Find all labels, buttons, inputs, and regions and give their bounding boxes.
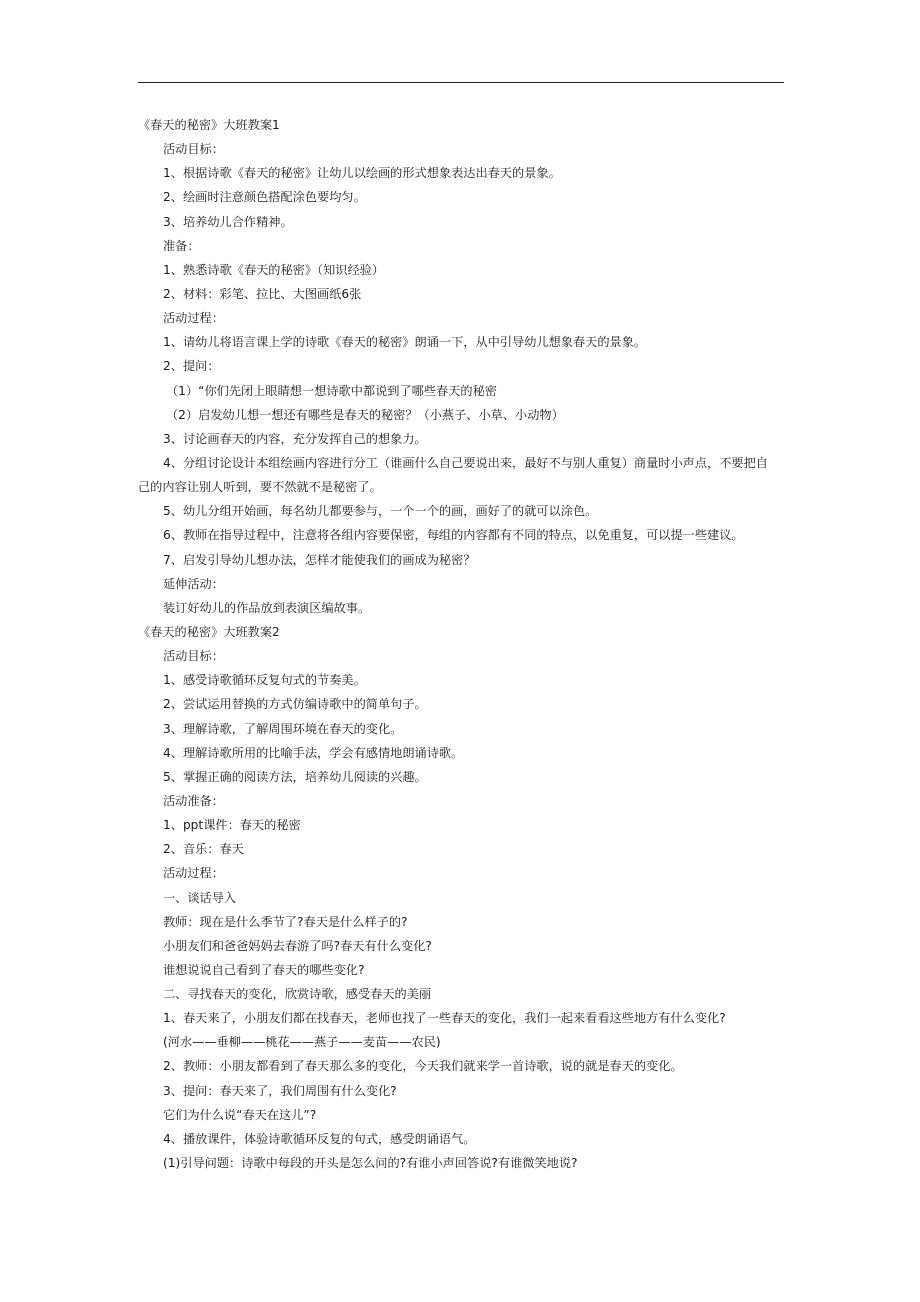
paragraph: 小朋友们和爸爸妈妈去春游了吗?春天有什么变化? [163, 938, 432, 953]
paragraph: 5、幼儿分组开始画，每名幼儿都要参与，一个一个的画，画好了的就可以涂色。 [163, 504, 598, 519]
paragraph: 一、谈话导入 [163, 890, 237, 905]
paragraph: 6、教师在指导过程中，注意将各组内容要保密，每组的内容都有不同的特点，以免重复，可以提一些建议。 [163, 528, 744, 543]
paragraph: 教师：现在是什么季节了?春天是什么样子的? [163, 914, 408, 929]
paragraph: 2、提问： [163, 359, 220, 374]
paragraph: 2、教师：小朋友都看到了春天那么多的变化，今天我们就来学一首诗歌，说的就是春天的变化。 [163, 1059, 683, 1074]
paragraph: 3、培养幼儿合作精神。 [163, 214, 293, 229]
paragraph: (河水——垂柳——桃花——燕子——麦苗——农民) [163, 1035, 441, 1050]
paragraph: 1、ppt课件：春天的秘密 [163, 818, 301, 833]
paragraph: 7、启发引导幼儿想办法，怎样才能使我们的画成为秘密？ [163, 552, 476, 567]
paragraph: 4、理解诗歌所用的比喻手法，学会有感情地朗诵诗歌。 [163, 745, 464, 760]
section-heading: 活动目标： [163, 649, 224, 664]
paragraph: （2）启发幼儿想一想还有哪些是春天的秘密？（小燕子、小草、小动物） [166, 407, 564, 422]
section-heading: 准备： [163, 238, 200, 253]
paragraph: 1、请幼儿将语言课上学的诗歌《春天的秘密》朗诵一下，从中引导幼儿想象春天的景象。 [163, 335, 647, 350]
section-heading: 延伸活动： [163, 576, 224, 591]
section-heading: 活动过程： [163, 866, 224, 881]
header-rule [138, 82, 784, 83]
paragraph: 装订好幼儿的作品放到表演区编故事。 [163, 600, 371, 615]
paragraph: 5、掌握正确的阅读方法，培养幼儿阅读的兴趣。 [163, 769, 427, 784]
paragraph: 1、根据诗歌《春天的秘密》让幼儿以绘画的形式想象表达出春天的景象。 [163, 166, 561, 181]
paragraph: 2、尝试运用替换的方式仿编诗歌中的简单句子。 [163, 697, 427, 712]
paragraph: 2、材料：彩笔、拉比、大图画纸6张 [163, 286, 362, 301]
paragraph: 它们为什么说“春天在这儿”? [163, 1107, 317, 1122]
paragraph: （1）“你们先闭上眼睛想一想诗歌中都说到了哪些春天的秘密 [166, 383, 497, 398]
paragraph-continuation: 己的内容让别人听到，要不然就不是秘密了。 [138, 480, 382, 495]
title-plan-1: 《春天的秘密》大班教案1 [138, 118, 280, 132]
paragraph: 1、感受诗歌循环反复句式的节奏美。 [163, 673, 366, 688]
paragraph: 3、讨论画春天的内容，充分发挥自己的想象力。 [163, 431, 427, 446]
paragraph: 1、熟悉诗歌《春天的秘密》（知识经验） [163, 262, 385, 277]
paragraph: (1)引导问题：诗歌中每段的开头是怎么问的?有谁小声回答说?有谁微笑地说? [163, 1156, 578, 1171]
paragraph: 2、音乐：春天 [163, 842, 244, 857]
paragraph: 4、分组讨论设计本组绘画内容进行分工（谁画什么自己要说出来，最好不与别人重复）商量时小声点，不要把自 [163, 455, 768, 470]
section-heading: 活动准备： [163, 793, 224, 808]
paragraph: 4、播放课件，体验诗歌循环反复的句式，感受朗诵语气。 [163, 1131, 476, 1146]
paragraph: 谁想说说自己看到了春天的哪些变化? [163, 962, 365, 977]
paragraph: 二、寻找春天的变化，欣赏诗歌，感受春天的美丽 [163, 987, 432, 1002]
paragraph: 3、提问：春天来了，我们周围有什么变化? [163, 1083, 397, 1098]
paragraph: 1、春天来了，小朋友们都在找春天，老师也找了一些春天的变化，我们一起来看看这些地方有什么变化? [163, 1011, 726, 1026]
section-heading: 活动目标： [163, 142, 224, 157]
document-body [138, 113, 788, 1175]
paragraph: 2、绘画时注意颜色搭配涂色要均匀。 [163, 190, 366, 205]
section-heading: 活动过程： [163, 311, 224, 326]
title-plan-2: 《春天的秘密》大班教案2 [138, 624, 280, 639]
paragraph: 3、理解诗歌，了解周围环境在春天的变化。 [163, 721, 403, 736]
